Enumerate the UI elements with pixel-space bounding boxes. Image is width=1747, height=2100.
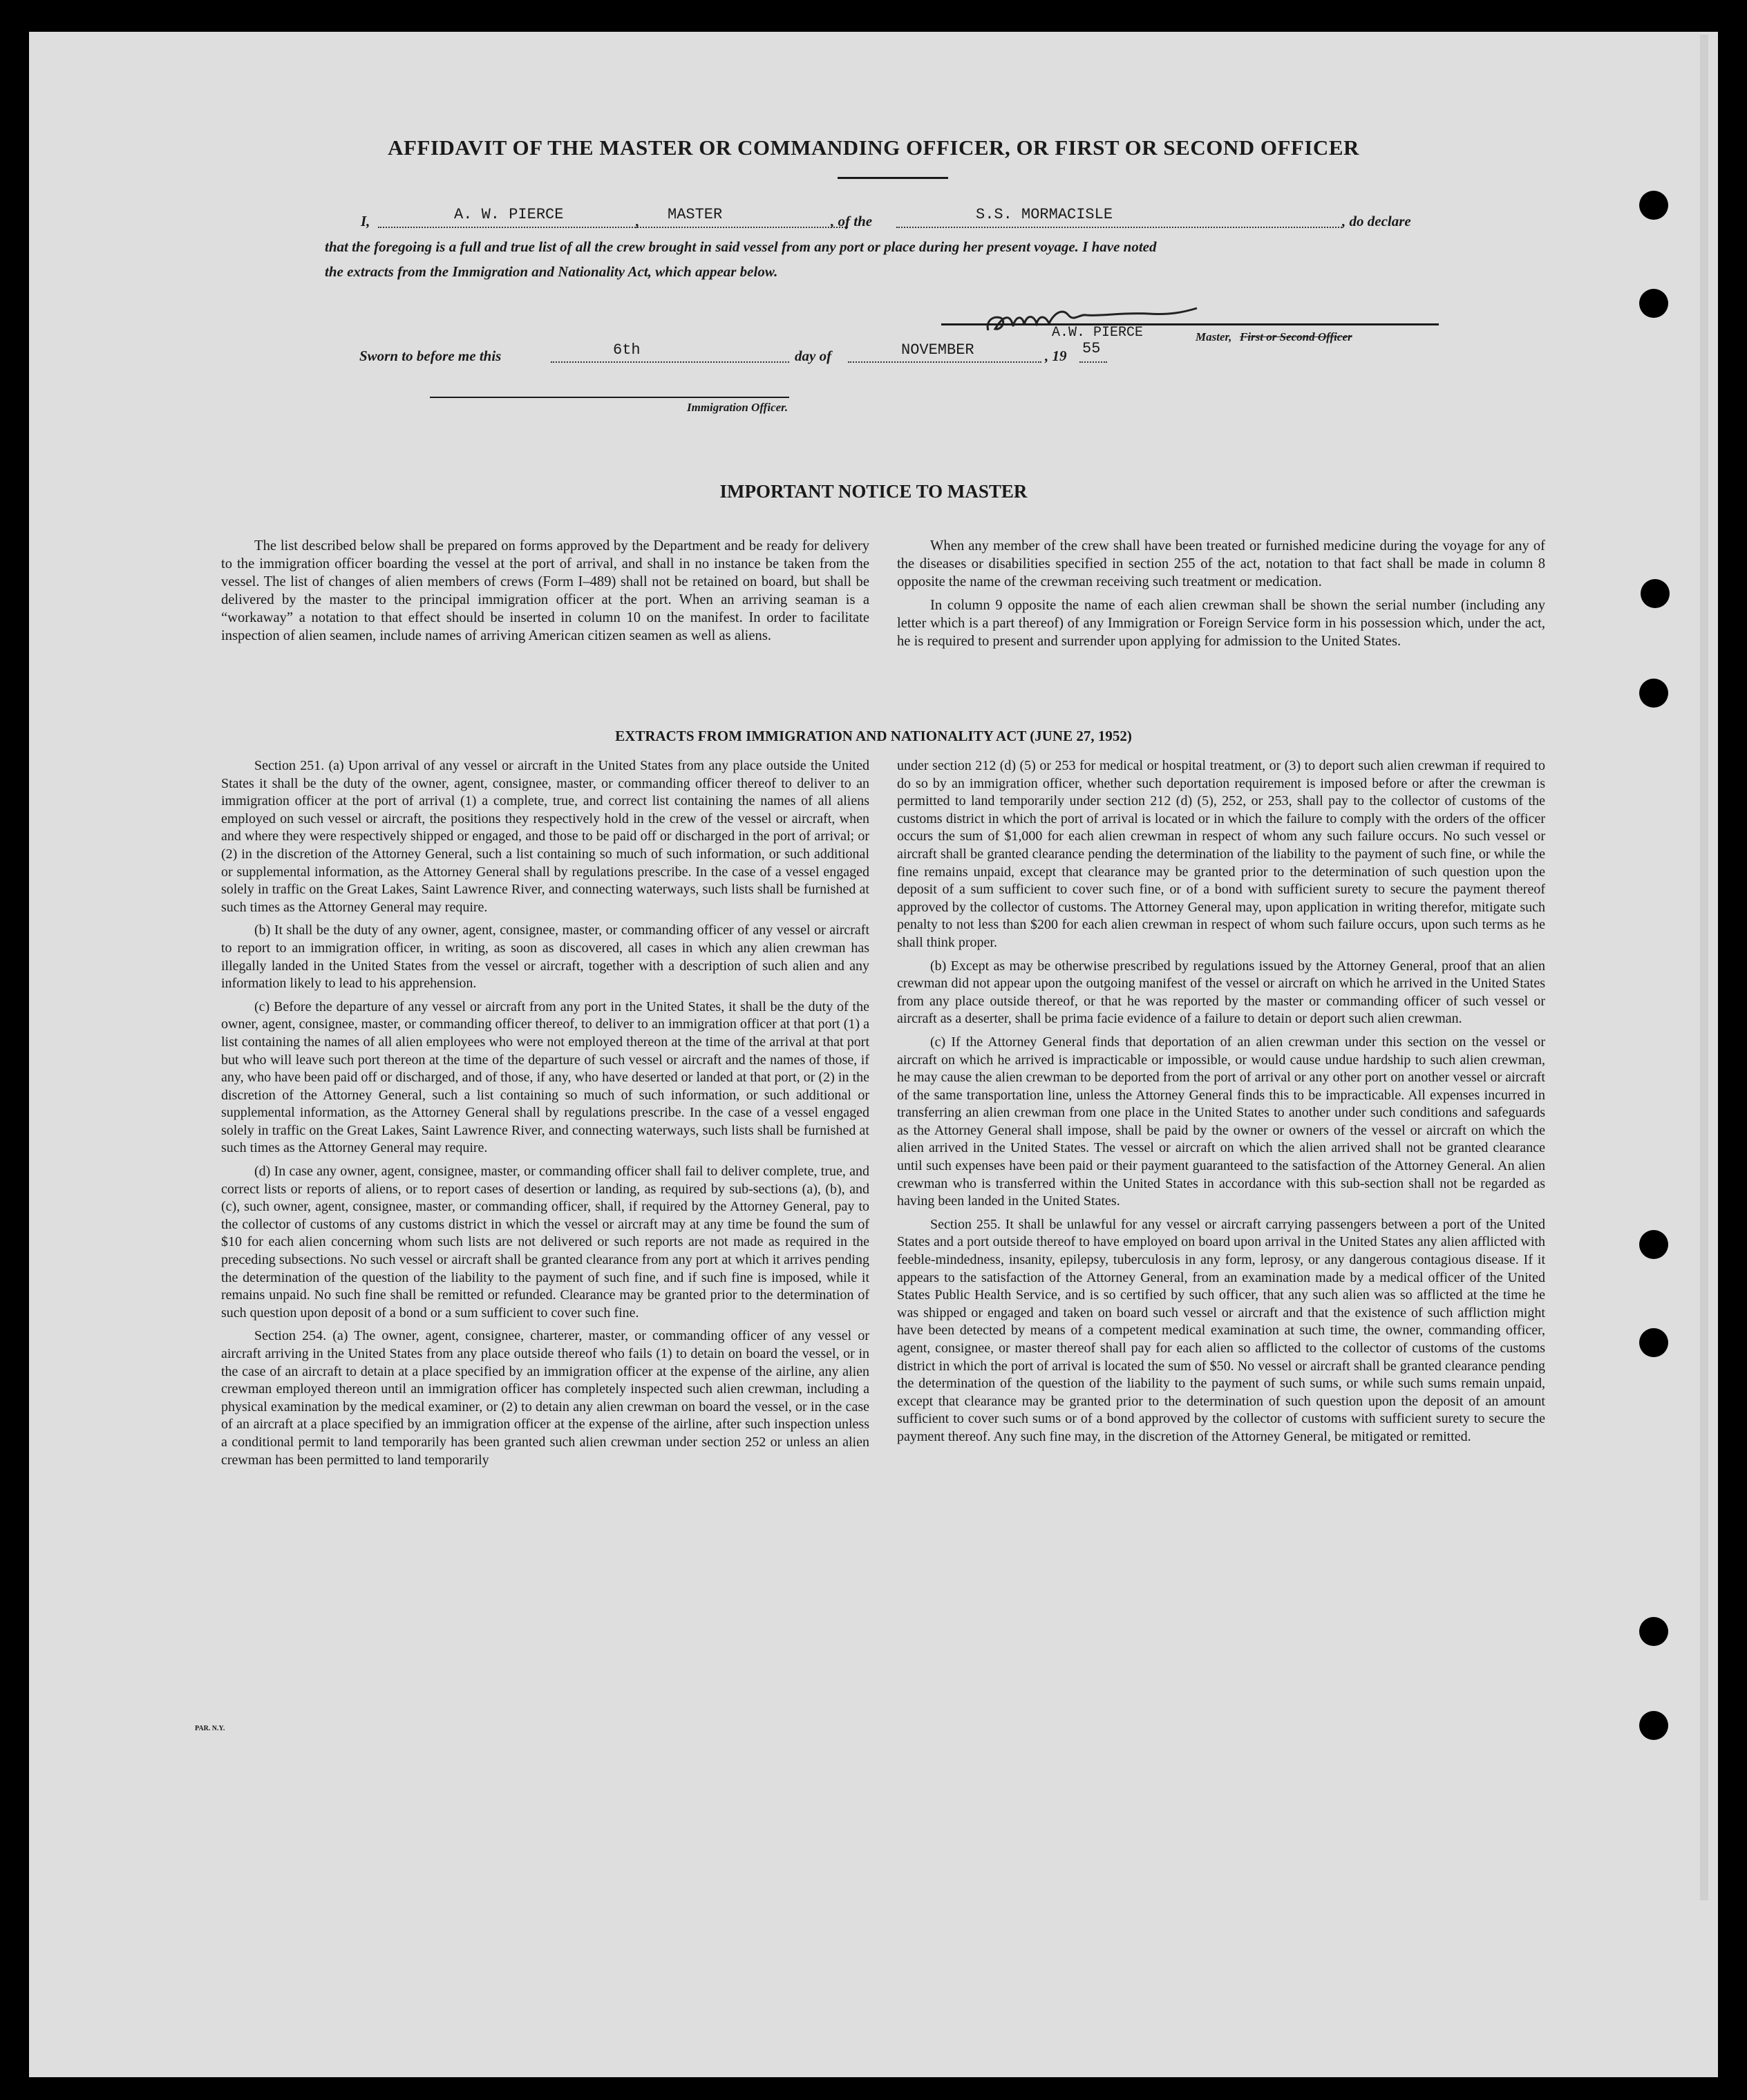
struck-officer-role: First or Second Officer bbox=[1240, 330, 1352, 343]
punch-hole bbox=[1639, 289, 1668, 318]
year-prefix: , 19 bbox=[1045, 348, 1067, 364]
extracts-left-column bbox=[221, 757, 869, 1475]
of-the-label: , of the bbox=[831, 213, 873, 229]
sworn-month: NOVEMBER bbox=[901, 341, 974, 359]
extract-paragraph: (d) In case any owner, agent, consignee, master, or commanding officer shall fail to deliver complete, true, and correct lists or reports of aliens, or to report cases of desertion or landing, as required by sub-sections (a), (b), and (c), such owner, agent, consignee, master, or commanding officer, shall, if required by the Attorney General, pay to the collector of customs of any customs district in which the vessel or aircraft may at any time be found the sum of $10 for each alien concerning whom such lists are not delivered or such reports are not made as required in the preceding subsections. No such vessel or aircraft shall be granted clearance from any port at which it arrives pending the determination of the question of the liability to the payment of such fine, and if such fine is imposed, while it remains unpaid. No such fine shall be remitted or refunded. Clearance may be granted prior to the determination of such question upon deposit of a bond or a sum sufficient to cover such fine. bbox=[221, 1164, 869, 1321]
notice-right-paragraph: When any member of the crew shall have been treated or furnished medicine during the voyage for any of the diseases or disabilities specified in section 255 of the act, notation to that fact shall be made in column 8 opposite the name of the crewman receiving such treatment or medication. bbox=[897, 538, 1545, 589]
extracts-right-column bbox=[897, 757, 1545, 1452]
extract-paragraph: (c) If the Attorney General finds that deportation of an alien crewman under this section on the vessel or aircraft on which he arrived is impracticable or impossible, or would cause undue hardship to such alien crewman, he may cause the alien crewman to be deported from the port of arrival or any other port on another vessel or aircraft of the same transportation line, unless the Attorney General finds this to be impracticable. All expenses incurred in transferring an alien crewman from one place in the United States to another under such conditions and safeguards as the Attorney General shall impose, shall be paid by the owner or owners of the vessel or aircraft on which the alien arrived in the United States. The vessel or aircraft on which the alien arrived shall not be granted clearance until such expenses have been paid or their payment guaranteed to the satisfaction of the Attorney General. An alien crewman who is transferred within the United States in accordance with this sub-section shall not be regarded as having been landed in the United States. bbox=[897, 1034, 1545, 1209]
printer-mark: PAR. N.Y. bbox=[195, 1725, 225, 1732]
immigration-officer-label: Immigration Officer. bbox=[687, 401, 788, 414]
sworn-day: 6th bbox=[613, 341, 641, 359]
month-line bbox=[848, 361, 1041, 363]
signature-line bbox=[941, 323, 1439, 325]
extract-paragraph: Section 251. (a) Upon arrival of any vessel or aircraft in the United States from any place outside the United States it shall be the duty of the owner, agent, consignee, master, or commanding officer thereof to deliver to an immigration officer at the port of arrival (1) a complete, true, and correct list containing the names of all aliens employed on such vessel or aircraft, the positions they respectively hold in the crew of the vessel or aircraft, when and where they were respectively shipped or engaged, and those to be paid off or discharged in the port of arrival; or (2) in the discretion of the Attorney General, such a list containing so much of such information, or such additional or supplemental information, as the Attorney General shall by regulations prescribe. In the case of a vessel engaged solely in traffic on the Great Lakes, Saint Lawrence River, and connecting waterways, such lists shall be furnished at such times as the Attorney General may require. bbox=[221, 758, 869, 915]
sworn-year: 55 bbox=[1082, 340, 1101, 357]
extract-paragraph: under section 212 (d) (5) or 253 for medical or hospital treatment, or (3) to deport such alien crewman if required to do so by an immigration officer, whether such deportation requirement is imposed before or after the crewman is permitted to land temporarily under section 212 (d) (5), 252, or 253, shall pay to the collector of customs of the customs district in which the port of arrival is located or in which the failure to comply with the orders of the officer occurs the sum of $1,000 for each alien crewman in respect of whom any such failure occurs. No such vessel or aircraft shall be granted clearance pending the determination of the liability to the payment of such fine, or while the fine remains unpaid, except that clearance may be granted prior to the determination of such question upon the deposit of a sum sufficient to cover such fine, or of a bond with sufficient surety to secure the payment thereof approved by the collector of customs. The Attorney General may, upon application in writing therefor, mitigate such penalty to not less than $200 for each alien crewman in respect of whom such failure occurs, upon such terms as he shall think proper. bbox=[897, 758, 1545, 950]
master-role-label: Master, bbox=[1196, 330, 1232, 343]
officer-signature-line bbox=[430, 397, 789, 398]
year-line bbox=[1079, 361, 1107, 363]
extracts-title: EXTRACTS FROM IMMIGRATION AND NATIONALITY ACT (JUNE 27, 1952) bbox=[615, 728, 1132, 744]
name-rank-line bbox=[378, 227, 848, 228]
statement-line-1: that the foregoing is a full and true list of all the crew brought in said vessel from any port or place during her present voyage. I have noted bbox=[325, 238, 1157, 255]
statement-line-2: the extracts from the Immigration and Nationality Act, which appear below. bbox=[325, 263, 778, 280]
extract-paragraph: (c) Before the departure of any vessel or aircraft from any port in the United States, it shall be the duty of the owner, agent, consignee, master, or commanding officer thereof, to deliver to an immigration officer at that port (1) a list containing the names of all alien employees who were not employed thereon at the time of the arrival at that port but who will leave such port thereon at the time of the departure of such vessel or aircraft and the names of those, if any, who have been paid off or discharged, and of those, if any, who have deserted or landed at that port, or (2) in the discretion of the Attorney General, such a list containing so much of such information, or such additional or supplemental information, as the Attorney General shall by regulations prescribe. In the case of a vessel engaged solely in traffic on the Great Lakes, Saint Lawrence River, and connecting waterways, such lists shall be furnished at such times as the Attorney General may require. bbox=[221, 999, 869, 1156]
day-line bbox=[551, 361, 789, 363]
vessel-name: S.S. MORMACISLE bbox=[976, 206, 1113, 223]
notice-right-column bbox=[897, 537, 1545, 656]
title-rule bbox=[838, 177, 948, 179]
punch-hole bbox=[1639, 191, 1668, 220]
extract-paragraph: Section 254. (a) The owner, agent, consignee, charterer, master, or commanding officer of any vessel or aircraft arriving in the United States from any place outside thereof who fails (1) to detain on board the vessel, or in the case of an aircraft to detain at a place specified by an immigration officer at the expense of the airline, any alien crewman employed thereon until an immigration officer has completely inspected such alien crewman, including a physical examination by the medical examiner, or (2) to detain any alien crewman on board the vessel, or in the case of an aircraft at a place specified by an immigration officer at the expense of the airline, after such inspection unless a conditional permit to land temporarily has been granted such alien crewman under section 252 or unless an alien crewman has been permitted to land temporarily bbox=[221, 1328, 869, 1468]
day-of-label: day of bbox=[795, 348, 832, 364]
do-declare-label: , do declare bbox=[1342, 213, 1411, 229]
punch-hole bbox=[1639, 1711, 1668, 1740]
extract-paragraph: Section 255. It shall be unlawful for any vessel or aircraft carrying passengers between a port of the United States and a port outside thereof to have employed on board upon arrival in the United States any alien afflicted with feeble-mindedness, insanity, epilepsy, tuberculosis in any form, leprosy, or any dangerous contagious disease. If it appears to the satisfaction of the Attorney General, from an examination made by a medical officer of the United States Public Health Service, and is so certified by such officer, that any such alien was so afflicted at the time he was shipped or engaged and taken on board such vessel or aircraft and that the existence of such affliction might have been detected by means of a competent medical examination at such time, the owner, commanding officer, agent, consignee, or master thereof shall pay for each alien so afflicted to the collector of customs of the customs district in which the port of arrival is located the sum of $50. No vessel or aircraft shall be granted clearance pending the determination of the question of the liability to the payment of such sums, or while such sums remain unpaid, except that clearance may be granted prior to the determination of such question upon the deposit of an amount sufficient to cover such sums or of a bond approved by the collector of customs with sufficient surety to secure the payment thereof. Any such fine may, in the discretion of the Attorney General, be mitigated or remitted. bbox=[897, 1216, 1545, 1444]
master-name: A. W. PIERCE bbox=[454, 206, 564, 223]
typed-signature-name: A.W. PIERCE bbox=[1052, 325, 1144, 341]
extract-paragraph: (b) It shall be the duty of any owner, agent, consignee, master, or commanding officer of any vessel or aircraft to report to an immigration officer, in writing, as soon as discovered, all cases in which any alien crewman has illegally landed in the United States from the vessel or aircraft, together with a description of such alien and any information likely to lead to his apprehension. bbox=[221, 923, 869, 992]
affidavit-title: AFFIDAVIT OF THE MASTER OR COMMANDING OFFICER, OR FIRST OR SECOND OFFICER bbox=[388, 135, 1359, 160]
comma: , bbox=[636, 213, 640, 229]
i-label: I, bbox=[361, 213, 370, 229]
vessel-line bbox=[896, 227, 1342, 228]
sworn-label: Sworn to before me this bbox=[359, 348, 502, 364]
document-page bbox=[29, 32, 1718, 2077]
notice-title: IMPORTANT NOTICE TO MASTER bbox=[719, 481, 1028, 502]
punch-hole bbox=[1639, 1617, 1668, 1646]
master-rank: MASTER bbox=[668, 206, 723, 223]
notice-left-column bbox=[221, 537, 869, 650]
extract-paragraph: (b) Except as may be otherwise prescribed by regulations issued by the Attorney General, proof that an alien crewman did not appear upon the outgoing manifest of the vessel or aircraft on which he arrived in the United States from any place outside thereof, or that he was reported by the master or commanding officer of such vessel or aircraft as a deserter, shall be prima facie evidence of a failure to detain or deport such alien crewman. bbox=[897, 958, 1545, 1027]
notice-left-paragraph: The list described below shall be prepared on forms approved by the Department and be ready for delivery to the immigration officer boarding the vessel at the port of arrival, and shall in no instance be taken from the vessel. The list of changes of alien members of crews (Form I–489) shall not be retained on board, but shall be delivered by the master to the principal immigration officer at the port. When an arriving seaman is a “workaway” a notation to that effect should be inserted in column 10 on the manifest. In order to facilitate inspection of alien seamen, include names of arriving American citizen seamen as well as aliens. bbox=[221, 538, 869, 643]
notice-right-paragraph: In column 9 opposite the name of each alien crewman shall be shown the serial number (including any letter which is a part thereof) of any Immigration or Foreign Service form in his possession which, under the act, he is required to present and surrender upon applying for admission to the United States. bbox=[897, 598, 1545, 649]
punch-hole bbox=[1639, 1230, 1668, 1259]
punch-hole bbox=[1639, 1328, 1668, 1357]
sheet-edge bbox=[1700, 35, 1708, 1900]
punch-hole bbox=[1639, 679, 1668, 708]
punch-hole bbox=[1641, 579, 1670, 608]
